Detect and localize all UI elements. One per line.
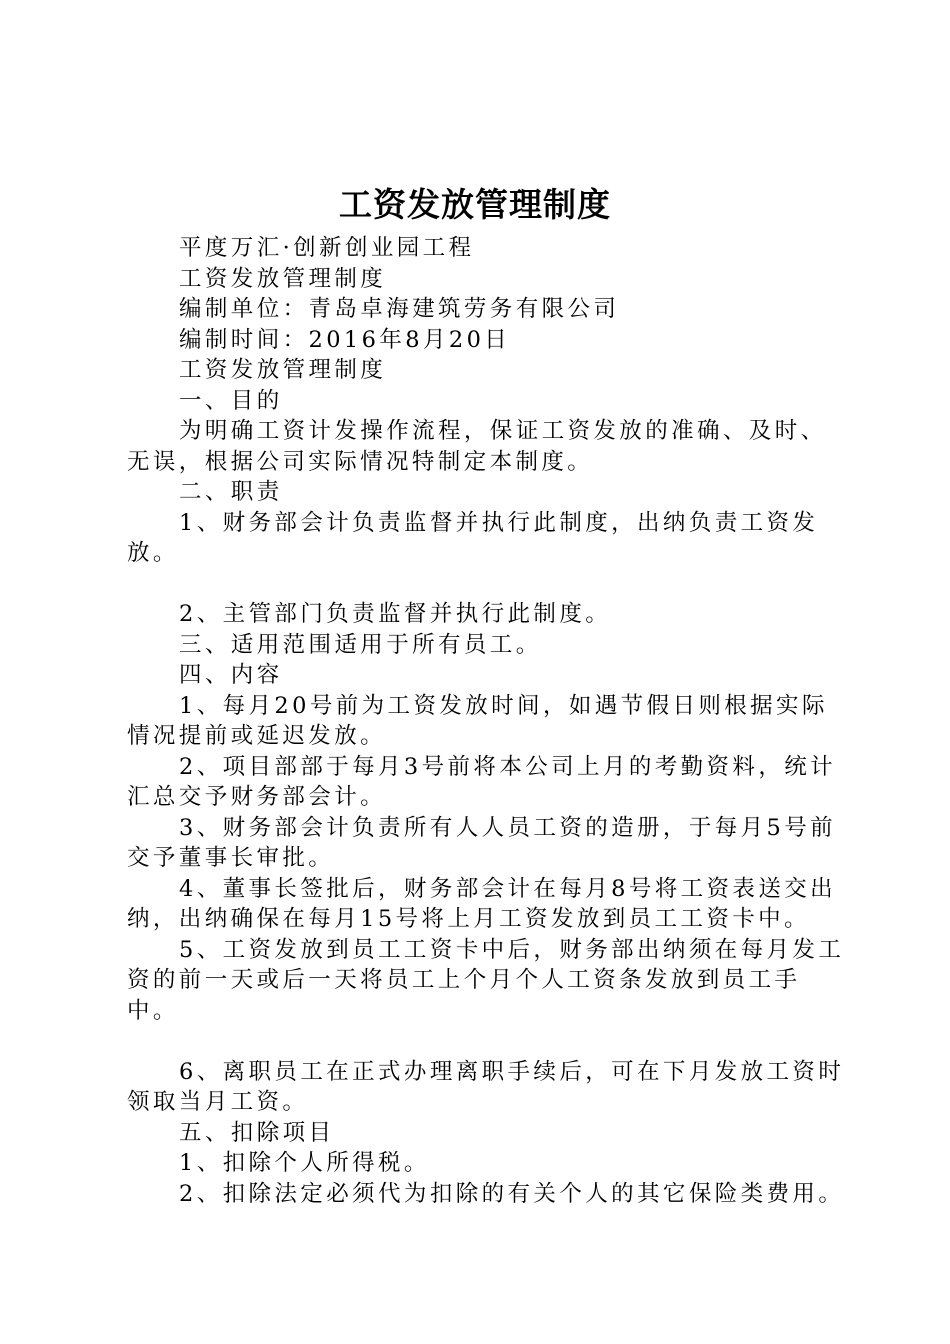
paragraph-duty-1: 1、财务部会计负责监督并执行此制度，出纳负责工资发放。 xyxy=(127,509,819,566)
paragraph-content-3: 3、财务部会计负责所有人人员工资的造册，于每月5号前交予董事长审批。 xyxy=(127,814,837,871)
paragraph-content-1: 1、每月20号前为工资发放时间，如遇节假日则根据实际情况提前或延迟发放。 xyxy=(127,692,828,749)
paragraph-deduction-1: 1、扣除个人所得税。 xyxy=(179,1150,430,1176)
compiler-line: 编制单位：青岛卓海建筑劳务有限公司 xyxy=(179,296,620,322)
heading-deductions: 五、扣除项目 xyxy=(179,1119,335,1146)
section-title-line: 工资发放管理制度 xyxy=(179,357,387,383)
document-body xyxy=(127,233,852,1209)
compile-date-line: 编制时间：2016年8月20日 xyxy=(179,326,511,353)
document-title: 工资发放管理制度 xyxy=(339,185,611,224)
heading-scope: 三、适用范围适用于所有员工。 xyxy=(179,631,542,658)
paragraph-deduction-2: 2、扣除法定必须代为扣除的有关个人的其它保险类费用。 xyxy=(179,1180,845,1207)
heading-content: 四、内容 xyxy=(179,662,283,688)
paragraph-purpose: 为明确工资计发操作流程，保证工资发放的准确、及时、无误，根据公司实际情况特制定本制度。 xyxy=(127,418,827,475)
paragraph-content-2: 2、项目部部于每月3号前将本公司上月的考勤资料，统计汇总交予财务部会计。 xyxy=(127,753,837,810)
paragraph-content-5: 5、工资发放到员工工资卡中后，财务部出纳须在每月发工资的前一天或后一天将员工上个月个人工资条发放到员工手中。 xyxy=(127,936,845,1024)
paragraph-content-6: 6、离职员工在正式办理离职手续后，可在下月发放工资时领取当月工资。 xyxy=(127,1058,845,1115)
subtitle-line: 工资发放管理制度 xyxy=(179,265,387,292)
heading-purpose: 一、目的 xyxy=(179,387,283,414)
paragraph-content-4: 4、董事长签批后，财务部会计在每月8号将工资表送交出纳，出纳确保在每月15号将上月工资发放到员工工资卡中。 xyxy=(127,875,837,932)
heading-duties: 二、职责 xyxy=(179,479,283,505)
paragraph-duty-2: 2、主管部门负责监督并执行此制度。 xyxy=(179,601,612,627)
project-name-line: 平度万汇·创新创业园工程 xyxy=(179,235,475,261)
